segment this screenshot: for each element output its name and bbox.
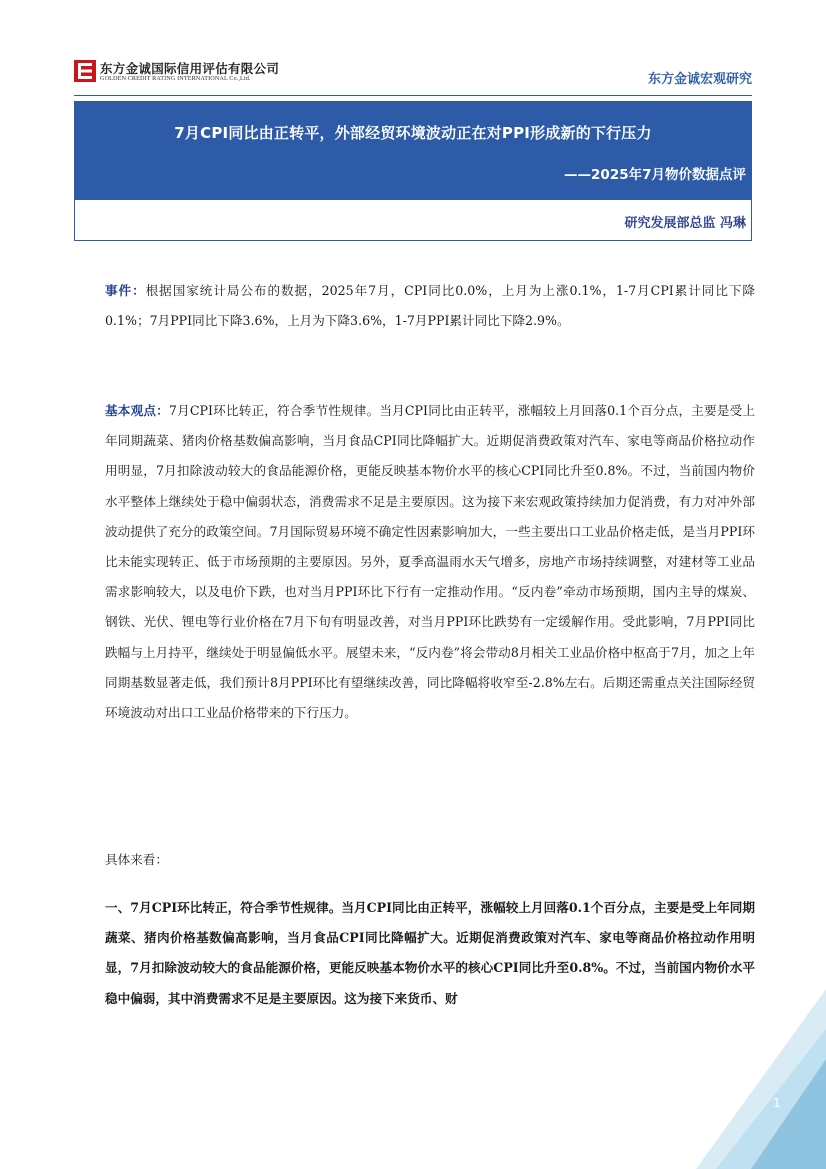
corner-decoration: [696, 989, 826, 1169]
report-title: 7月CPI同比由正转平，外部经贸环境波动正在对PPI形成新的下行压力: [174, 124, 652, 142]
logo-mark-icon: [74, 60, 96, 82]
view-text: 7月CPI环比转正，符合季节性规律。当月CPI同比由正转平，涨幅较上月回落0.1个百分点，主要是受上年同期蔬菜、猪肉价格基数偏高影响，当月食品CPI同比降幅扩大。近期促消费政策对汽车、家电等商品价格拉动作用明显，7月扣除波动较大的食品能源价格，更能反映基本物价水平的核心CPI同比升至0.8%。不过，当前国内物价水平整体上继续处于稳中偏弱状态，消费需求不足是主要原因。这为接下来宏观政策持续加力促消费，有力对冲外部波动提供了充分的政策空间。7月国际贸易环境不确定性因素影响加大，一些主要出口工业品价格走低，是当月PPI环比未能实现转正、低于市场预期的主要原因。另外，夏季高温雨水天气增多，房地产市场持续调整，对建材等工业品需求影响较大，以及电价下跌，也对当月PPI环比下行有一定推动作用。“反内卷”牵动市场预期，国内主导的煤炭、钢铁、光伏、锂电等行业价格在7月下旬有明显改善，对当月PPI环比跌势有一定缓解作用。受此影响，7月PPI同比跌幅与上月持平，继续处于明显偏低水平。展望未来，“反内卷”将会带动8月相关工业品价格中枢高于7月，加之上年同期基数显著走低，我们预计8月PPI环比有望继续改善，同比降幅将收窄至-2.8%左右。后期还需重点关注国际经贸环境波动对出口工业品价格带来的下行压力。: [105, 403, 756, 721]
page-number: 1: [773, 1096, 781, 1110]
page-header: [74, 58, 752, 98]
event-label: 事件：: [105, 283, 146, 298]
title-banner: [74, 101, 752, 200]
brand-label: 东方金诚宏观研究: [647, 72, 752, 87]
event-text: 根据国家统计局公布的数据，2025年7月，CPI同比0.0%，上月为上涨0.1%，1-7月CPI累计同比下降0.1%；7月PPI同比下降3.6%，上月为下降3.6%，1-7月PPI累计同比下降2.9%。: [105, 283, 755, 329]
section-one-paragraph: 一、7月CPI环比转正，符合季节性规律。当月CPI同比由正转平，涨幅较上月回落0.1个百分点，主要是受上年同期蔬菜、猪肉价格基数偏高影响，当月食品CPI同比降幅扩大。近期促消费政策对汽车、家电等商品价格拉动作用明显，7月扣除波动较大的食品能源价格，更能反映基本物价水平的核心CPI同比升至0.8%。不过，当前国内物价水平稳中偏弱，其中消费需求不足是主要原因。这为接下来货币、财: [105, 900, 755, 1006]
view-label: 基本观点：: [105, 403, 169, 418]
detail-intro: 具体来看：: [105, 852, 168, 867]
company-logo: [74, 58, 294, 88]
author-line: 研究发展部总监 冯琳: [624, 216, 746, 231]
logo-company-name: 东方金诚国际信用评估有限公司: [100, 61, 280, 76]
report-subtitle: ——2025年7月物价数据点评: [564, 167, 746, 183]
event-paragraph: [105, 276, 755, 336]
view-paragraph: [105, 396, 755, 728]
logo-company-name-en: GOLDEN CREDIT RATING INTERNATIONAL Co.,Ltd.: [100, 75, 251, 82]
header-rule: [74, 95, 752, 96]
author-box: [74, 200, 752, 241]
